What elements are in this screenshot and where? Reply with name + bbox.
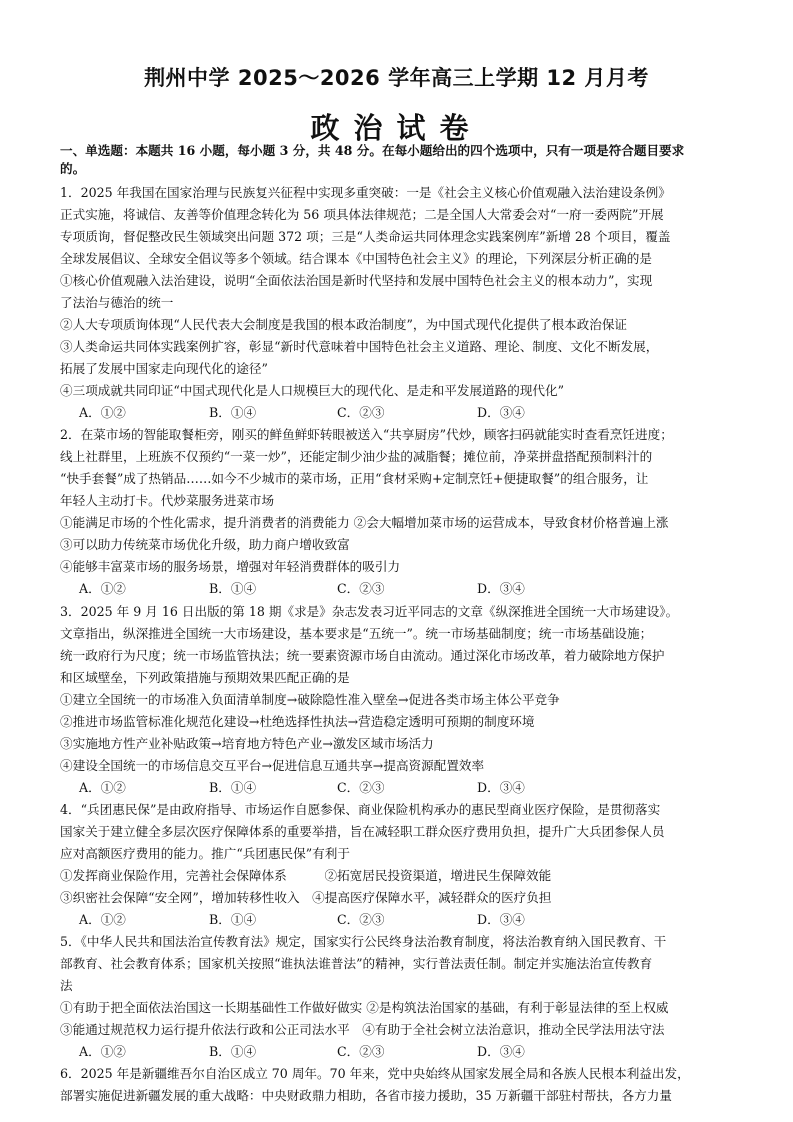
q5-statement-line: ①有助于把全面依法治国这一长期基础性工作做好做实 ②是构筑法治国家的基础，有利于彰显法律的至上权威 xyxy=(60,1000,669,1015)
q3-stem-line: 统一政府行为尺度；统一市场监管执法；统一要素资源市场自由流动。通过深化市场改革，着力破除地方保护 xyxy=(60,648,665,663)
q2-stem-line: 线上社群里，上班族不仅预约“一菜一炒”，还能定制少油少盐的减脂餐；摊位前，净菜拼盘搭配预制料汁的 xyxy=(60,449,653,464)
option-b[interactable]: B．①④ xyxy=(209,581,257,596)
q3-stem-line: 文章指出，纵深推进全国统一大市场建设，基本要求是“五统一”。统一市场基础制度；统一市场基础设施； xyxy=(60,626,653,641)
q5-statement-line: ③能通过规范权力运行提升依法行政和公正司法水平 ④有助于全社会树立法治意识，推动全民学法用法守法 xyxy=(60,1022,665,1037)
option-c[interactable]: C．②③ xyxy=(337,780,385,795)
q3-stem-line: 和区域壁垒，下列政策措施与预期效果匹配正确的是 xyxy=(60,670,350,685)
q1-statement-line: 了法治与德治的统一 xyxy=(60,295,174,310)
option-a[interactable]: A．①② xyxy=(79,912,126,927)
option-a[interactable]: A．①② xyxy=(79,405,126,420)
option-d[interactable]: D．③④ xyxy=(477,912,525,927)
q1-statement-line: ②人大专项质询体现“人民代表大会制度是我国的根本政治制度”，为中国式现代化提供了根本政治保证 xyxy=(60,317,628,332)
q1-statement-line: ①核心价值观融入法治建设，说明“全面依法治国是新时代坚持和发展中国特色社会主义的根本动力”，实现 xyxy=(60,273,653,288)
q1-stem-line: 全球发展倡议、全球安全倡议等多个领域。结合课本《中国特色社会主义》的理论，下列深层分析正确的是 xyxy=(60,251,652,266)
q1-stem-line: 1．2025 年我国在国家治理与民族复兴征程中实现多重突破：一是《社会主义核心价值观融入法治建设条例》 xyxy=(60,185,671,200)
option-b[interactable]: B．①④ xyxy=(209,912,257,927)
q5-stem-line: 部教育、社会教育体系；国家机关按照“谁执法谁普法”的精神，实行普法责任制。制定并实施法治宣传教育 xyxy=(60,956,653,971)
q5-stem-line: 5．《中华人民共和国法治宣传教育法》规定，国家实行公民终身法治教育制度，将法治教育纳入国民教育、干 xyxy=(60,934,667,949)
q1-stem-line: 正式实施，将诚信、友善等价值理念转化为 56 项具体法律规范；二是全国人大常委会对“一府一委两院”开展 xyxy=(60,207,664,222)
q3-stem-line: 3．2025 年 9 月 16 日出版的第 18 期《求是》杂志发表习近平同志的文章《纵深推进全国统一大市场建设》。 xyxy=(60,604,679,619)
q2-statement-line: ①能满足市场的个性化需求，提升消费者的消费能力 ②会大幅增加菜市场的运营成本，导致食材价格普遍上涨 xyxy=(60,515,669,530)
option-d[interactable]: D．③④ xyxy=(477,780,525,795)
q4-stem-line: 4．“兵团惠民保”是由政府指导、市场运作自愿参保、商业保险机构承办的惠民型商业医疗保险，是贯彻落实 xyxy=(60,802,661,817)
option-d[interactable]: D．③④ xyxy=(477,1044,525,1059)
q3-statement-line: ③实施地方性产业补贴政策→培育地方特色产业→激发区域市场活力 xyxy=(60,736,434,751)
option-d[interactable]: D．③④ xyxy=(477,405,525,420)
q6-stem-line: 6．2025 年是新疆维吾尔自治区成立 70 周年。70 年来，党中央始终从国家发展全局和各族人民根本利益出发， xyxy=(60,1066,690,1081)
q1-statement-line: ④三项成就共同印证“中国式现代化是人口规模巨大的现代化、是走和平发展道路的现代化” xyxy=(60,383,565,398)
option-c[interactable]: C．②③ xyxy=(337,912,385,927)
option-d[interactable]: D．③④ xyxy=(477,581,525,596)
q1-statement-line: ③人类命运共同体实践案例扩容，彰显“新时代意味着中国特色社会主义道路、理论、制度、文化不断发展， xyxy=(60,339,659,354)
section-instruction-line-2: 的。 xyxy=(60,161,86,176)
q3-statement-line: ①建立全国统一的市场准入负面清单制度→破除隐性准入壁垒→促进各类市场主体公平竞争 xyxy=(60,692,560,707)
option-b[interactable]: B．①④ xyxy=(209,1044,257,1059)
option-b[interactable]: B．①④ xyxy=(209,780,257,795)
q4-statement-line: ①发挥商业保险作用，完善社会保障体系 ②拓宽居民投资渠道，增进民生保障效能 xyxy=(60,868,552,883)
q2-stem-line: 年轻人主动打卡。代炒菜服务进菜市场 xyxy=(60,493,275,508)
option-b[interactable]: B．①④ xyxy=(209,405,257,420)
option-a[interactable]: A．①② xyxy=(79,780,126,795)
section-instruction-line-1: 一、单选题：本题共 16 小题，每小题 3 分，共 48 分。在每小题给出的四个选项中，只有一项是符合题目要求 xyxy=(60,143,685,158)
exam-title: 荆州中学 2025～2026 学年高三上学期 12 月月考 xyxy=(144,66,649,90)
q2-stem-line: 2．在菜市场的智能取餐柜旁，刚买的鲜鱼鲜虾转眼被送入“共享厨房”代炒，顾客扫码就能实时查看烹饪进度； xyxy=(60,427,673,442)
option-c[interactable]: C．②③ xyxy=(337,581,385,596)
option-c[interactable]: C．②③ xyxy=(337,405,385,420)
q2-statement-line: ④能够丰富菜市场的服务场景，增强对年轻消费群体的吸引力 xyxy=(60,559,401,574)
option-c[interactable]: C．②③ xyxy=(337,1044,385,1059)
q4-stem-line: 应对高额医疗费用的能力。推广“兵团惠民保”有利于 xyxy=(60,846,350,861)
q5-stem-line: 法 xyxy=(60,978,73,993)
q2-statement-line: ③可以助力传统菜市场优化升级，助力商户增收致富 xyxy=(60,537,350,552)
q1-stem-line: 专项质询，督促整改民生领域突出问题 372 项；三是“人类命运共同体理念实践案例库”新增 28 个项目，覆盖 xyxy=(60,229,671,244)
option-a[interactable]: A．①② xyxy=(79,1044,126,1059)
q3-statement-line: ②推进市场监管标准化规范化建设→杜绝选择性执法→营造稳定透明可预期的制度环境 xyxy=(60,714,535,729)
q6-stem-line: 部署实施促进新疆发展的重大战略：中央财政鼎力相助，各省市接力援助，35 万新疆干部驻村帮扶，各方力量 xyxy=(60,1088,672,1103)
q4-stem-line: 国家关于建立健全多层次医疗保障体系的重要举措，旨在减轻职工群众医疗费用负担，提升广大兵团参保人员 xyxy=(60,824,665,839)
subject-title: 政治试卷 xyxy=(310,111,483,145)
q2-stem-line: “快手套餐”成了热销品……如今不少城市的菜市场，正用“食材采购+定制烹饪+便捷取餐”的组合服务，让 xyxy=(60,471,649,486)
option-a[interactable]: A．①② xyxy=(79,581,126,596)
q1-statement-line: 拓展了发展中国家走向现代化的途径” xyxy=(60,361,268,376)
q3-statement-line: ④建设全国统一的市场信息交互平台→促进信息互通共享→提高资源配置效率 xyxy=(60,758,485,773)
q4-statement-line: ③织密社会保障“安全网”，增加转移性收入 ④提高医疗保障水平，减轻群众的医疗负担 xyxy=(60,890,552,905)
